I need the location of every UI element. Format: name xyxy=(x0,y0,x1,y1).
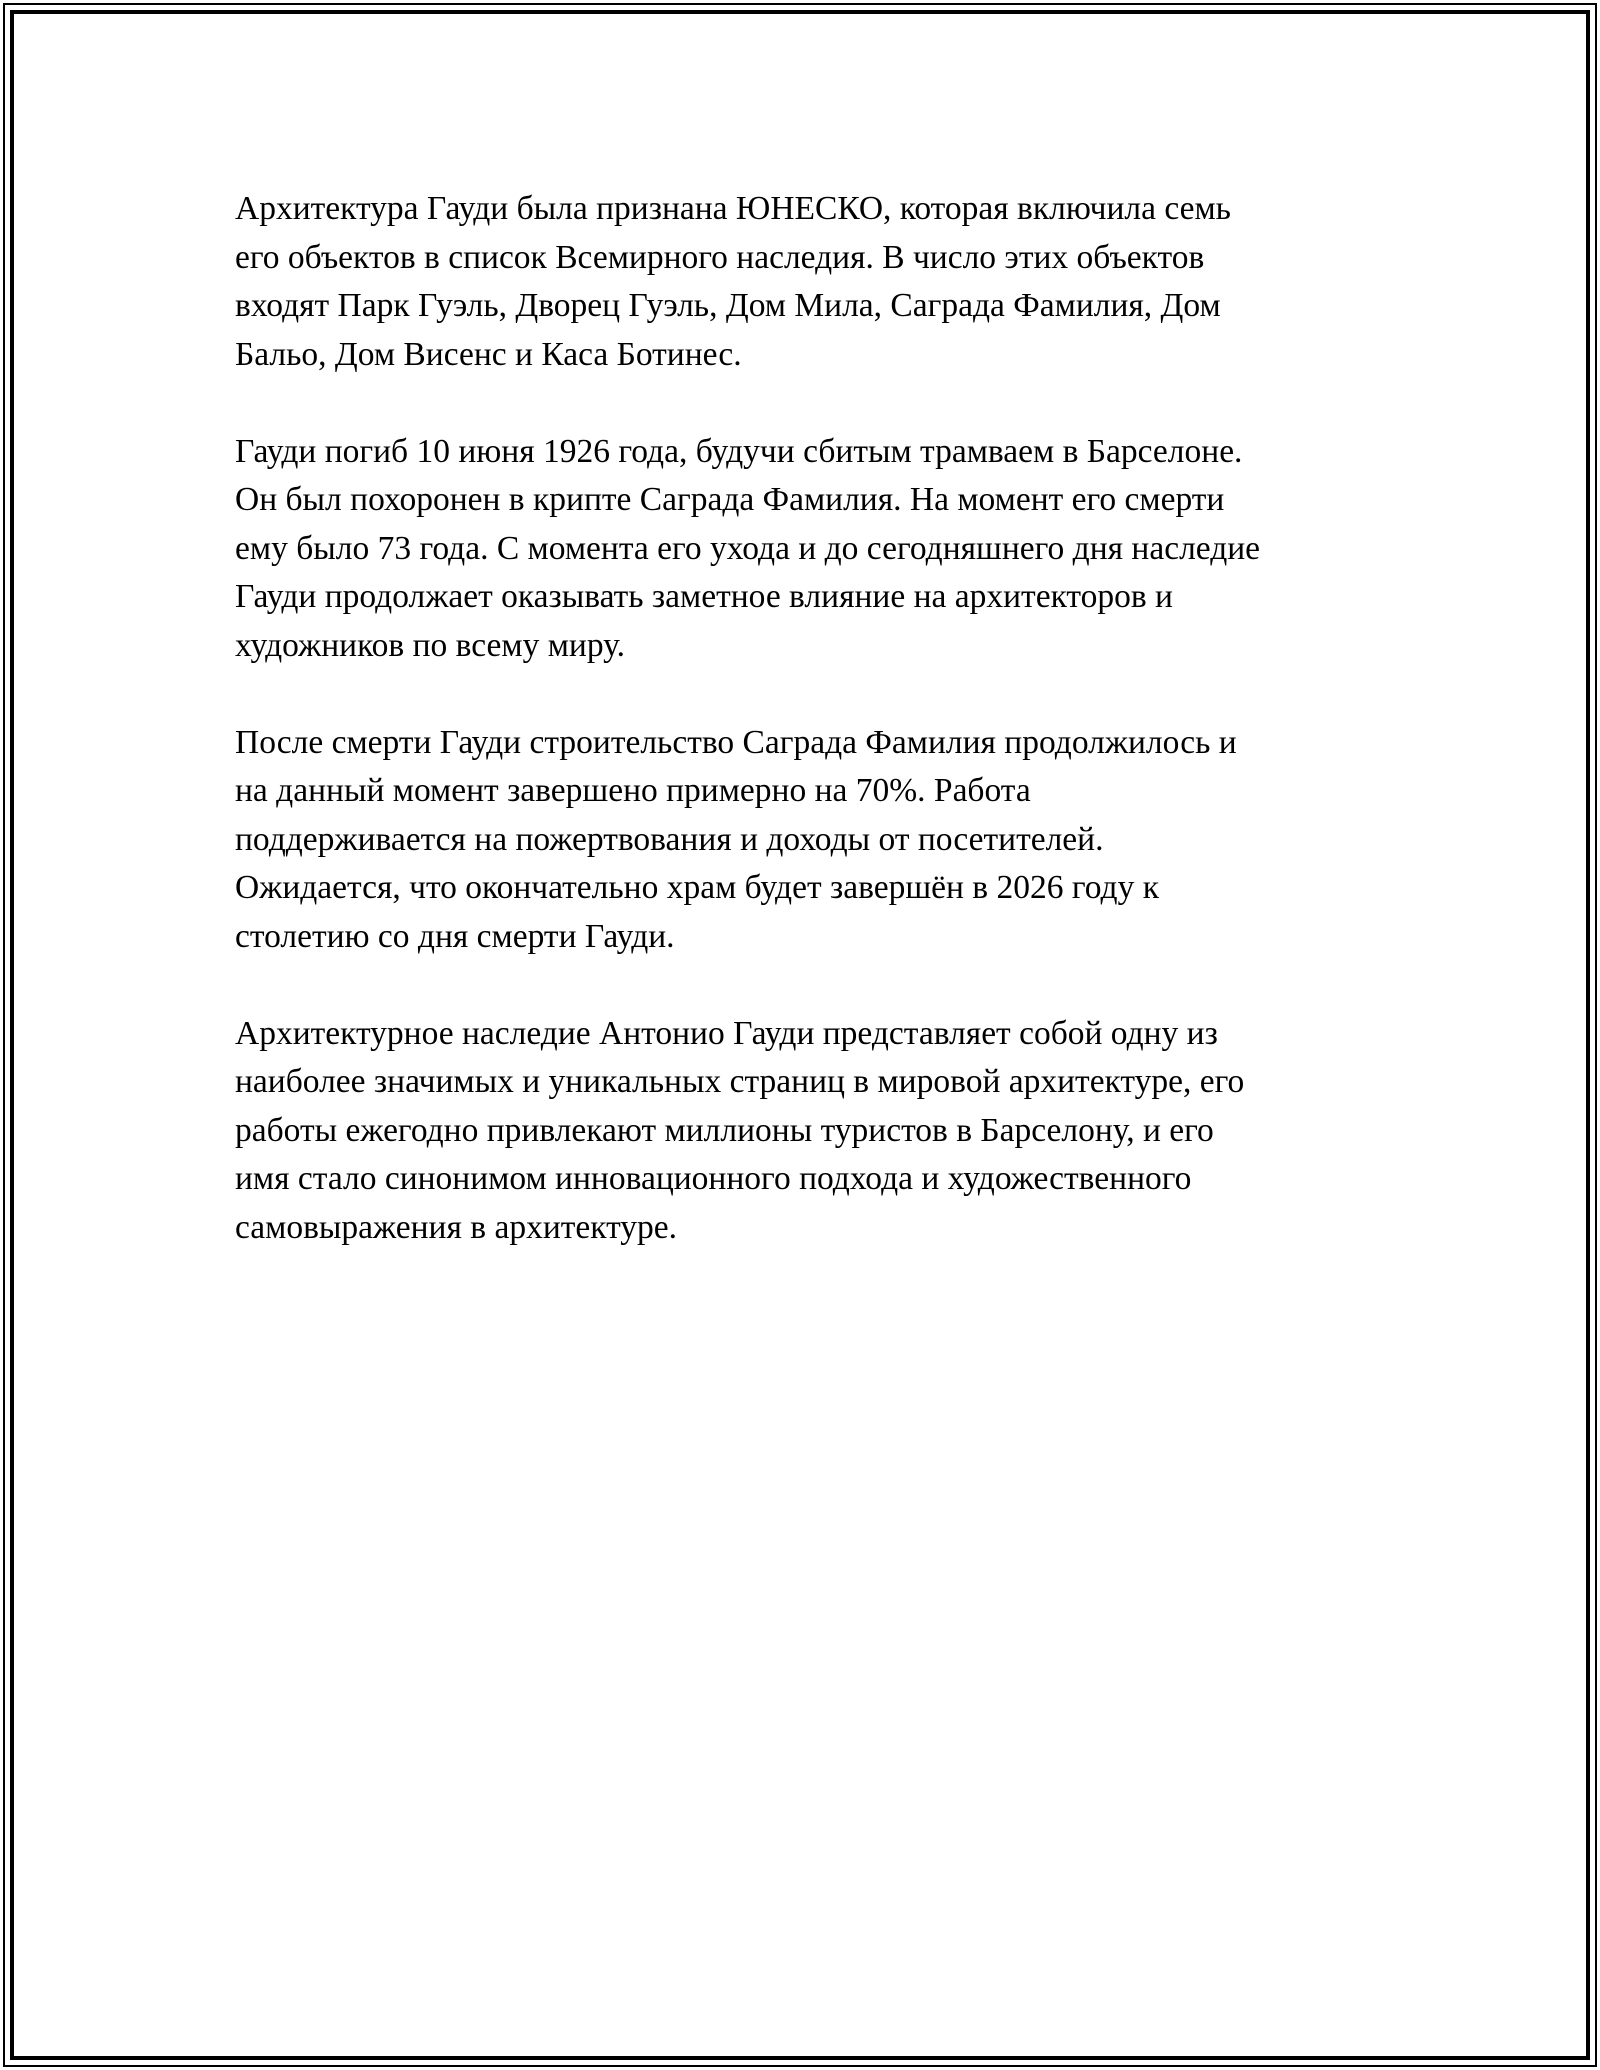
paragraph-legacy: Архитектурное наследие Антонио Гауди представляет собой одну из наиболее значимых и уникальных страниц в мировой архитектуре, его работы ежегодно привлекают миллионы туристов в Барселону, и его имя стало синонимом инновационного подхода и художественного самовыражения в архитектуре. xyxy=(235,1014,1245,1246)
paragraph-death: Гауди погиб 10 июня 1926 года, будучи сбитым трамваем в Барселоне. Он был похоронен в крипте Саграда Фамилия. На момент его смерти ему было 73 года. С момента его ухода и до сегодняшнего дня наследие Гауди продолжает оказывать заметное влияние на архитекторов и художников по всему миру. xyxy=(235,432,1261,664)
paragraph-unesco: Архитектура Гауди была признана ЮНЕСКО, которая включила семь его объектов в список Всемирного наследия. В число этих объектов входят Парк Гуэль, Дворец Гуэль, Дом Мила, Саграда Фамилия, Дом Бальо, Дом Висенс и Каса Ботинес. xyxy=(235,190,1231,373)
paragraph-sagrada-familia: После смерти Гауди строительство Саграда Фамилия продолжилось и на данный момент завершено примерно на 70%. Работа поддерживается на пожертвования и доходы от посетителей. Ожидается, что окончательно храм будет завершён в 2026 году к столетию со дня смерти Гауди. xyxy=(235,723,1237,955)
document-body xyxy=(235,185,1395,1301)
